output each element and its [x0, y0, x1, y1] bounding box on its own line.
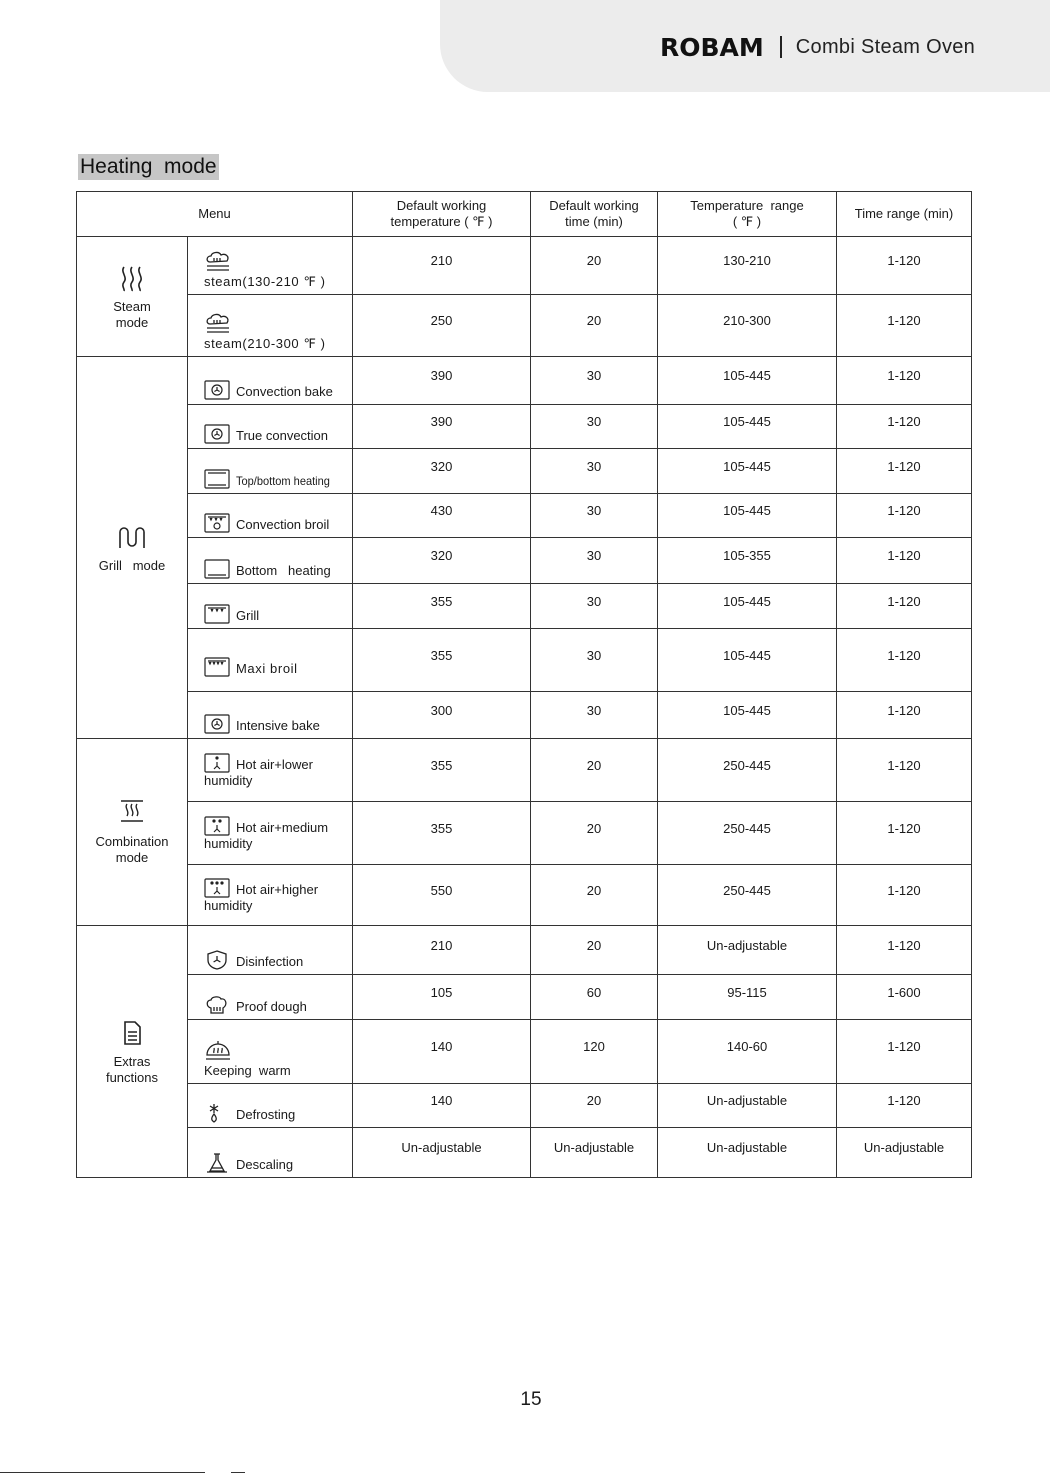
menu-keeping-warm: Keeping warm: [188, 1020, 353, 1084]
table-row: Steam mode steam(130-210 ℉ ) 210 20 130-210 1-120: [77, 237, 972, 295]
header-temperature-range: Temperature range ( ℉ ): [658, 192, 837, 237]
steam-cloud-icon: [204, 250, 232, 274]
menu-bottom-heating: Bottom heating: [188, 538, 353, 584]
hot-air-low-humidity-icon: [204, 753, 230, 773]
group-extras: Extras functions: [77, 926, 188, 1178]
table-row: Grill mode Convection bake 390 30 105-445 1-120: [77, 357, 972, 405]
header-default-temperature: Default working temperature ( ℉ ): [353, 192, 531, 237]
menu-intensive-bake: Intensive bake: [188, 692, 353, 739]
grill-coil-icon: [117, 522, 147, 552]
header-menu: Menu: [77, 192, 353, 237]
table-row: Top/bottom heating 320 30 105-445 1-120: [77, 449, 972, 494]
header-default-time: Default working time (min): [531, 192, 658, 237]
top-bottom-heat-icon: [204, 469, 230, 489]
table-row: Defrosting 140 20 Un-adjustable 1-120: [77, 1084, 972, 1128]
combination-icon: [117, 798, 147, 828]
grill-icon: [204, 604, 230, 624]
table-row: True convection 390 30 105-445 1-120: [77, 405, 972, 449]
footer-rule: [0, 1472, 205, 1473]
maxi-broil-icon: [204, 657, 230, 677]
steam-waves-icon: [117, 263, 147, 293]
table-row: Descaling Un-adjustable Un-adjustable Un-adjustable Un-adjustable: [77, 1128, 972, 1178]
menu-maxi-broil: Maxi broil: [188, 629, 353, 692]
menu-descaling: Descaling: [188, 1128, 353, 1178]
footer-rule-short: [231, 1472, 245, 1473]
menu-steam-210-300: steam(210-300 ℉ ): [188, 295, 353, 357]
table-row: Intensive bake 300 30 105-445 1-120: [77, 692, 972, 739]
intensive-bake-icon: [204, 714, 230, 734]
menu-hot-air-higher-humidity: Hot air+higher humidity: [188, 865, 353, 926]
hot-air-high-humidity-icon: [204, 878, 230, 898]
chef-hat-icon: [204, 995, 230, 1015]
table-row: Hot air+higher humidity 550 20 250-445 1-120: [77, 865, 972, 926]
group-combination: Combination mode: [77, 739, 188, 926]
document-icon: [117, 1018, 147, 1048]
menu-steam-130-210: steam(130-210 ℉ ): [188, 237, 353, 295]
header-time-range: Time range (min): [837, 192, 972, 237]
hot-air-medium-humidity-icon: [204, 816, 230, 836]
page-number: 15: [520, 1389, 542, 1410]
product-name: Combi Steam Oven: [795, 35, 976, 58]
menu-convection-bake: Convection bake: [188, 357, 353, 405]
table-row: Convection broil 430 30 105-445 1-120: [77, 494, 972, 538]
table-row: Keeping warm 140 120 140-60 1-120: [77, 1020, 972, 1084]
warm-dish-icon: [204, 1039, 232, 1063]
menu-convection-broil: Convection broil: [188, 494, 353, 538]
brand: [660, 30, 975, 64]
group-steam: Steam mode: [77, 237, 188, 357]
menu-top-bottom-heating: Top/bottom heating: [188, 449, 353, 494]
menu-proof-dough: Proof dough: [188, 975, 353, 1020]
heating-mode-table: [76, 191, 972, 1178]
steam-cloud-icon: [204, 312, 232, 336]
menu-disinfection: Disinfection: [188, 926, 353, 975]
menu-hot-air-medium-humidity: Hot air+medium humidity: [188, 802, 353, 865]
table-row: Combination mode Hot air+lower humidity 355 20 250-445 1-120: [77, 739, 972, 802]
table-row: Extras functions Disinfection 210 20 Un-adjustable 1-120: [77, 926, 972, 975]
bottom-heat-icon: [204, 559, 230, 579]
table-row: Maxi broil 355 30 105-445 1-120: [77, 629, 972, 692]
brand-divider: [780, 36, 782, 58]
true-convection-icon: [204, 424, 230, 444]
table-row: steam(210-300 ℉ ) 250 20 210-300 1-120: [77, 295, 972, 357]
table-header-row: [77, 192, 972, 237]
convection-fan-icon: [204, 380, 230, 400]
menu-defrosting: Defrosting: [188, 1084, 353, 1128]
group-grill: Grill mode: [77, 357, 188, 739]
menu-grill: Grill: [188, 584, 353, 629]
table-row: Grill 355 30 105-445 1-120: [77, 584, 972, 629]
menu-hot-air-lower-humidity: Hot air+lower humidity: [188, 739, 353, 802]
shield-fan-icon: [204, 950, 230, 970]
table-row: Hot air+medium humidity 355 20 250-445 1-120: [77, 802, 972, 865]
menu-true-convection: True convection: [188, 405, 353, 449]
snowflake-drop-icon: [204, 1103, 230, 1123]
section-title: Heating mode: [80, 155, 217, 178]
descaling-flask-icon: [204, 1153, 230, 1173]
brand-logo: ROBAM: [660, 32, 764, 62]
convection-broil-icon: [204, 513, 230, 533]
table-row: Bottom heating 320 30 105-355 1-120: [77, 538, 972, 584]
table-row: Proof dough 105 60 95-115 1-600: [77, 975, 972, 1020]
